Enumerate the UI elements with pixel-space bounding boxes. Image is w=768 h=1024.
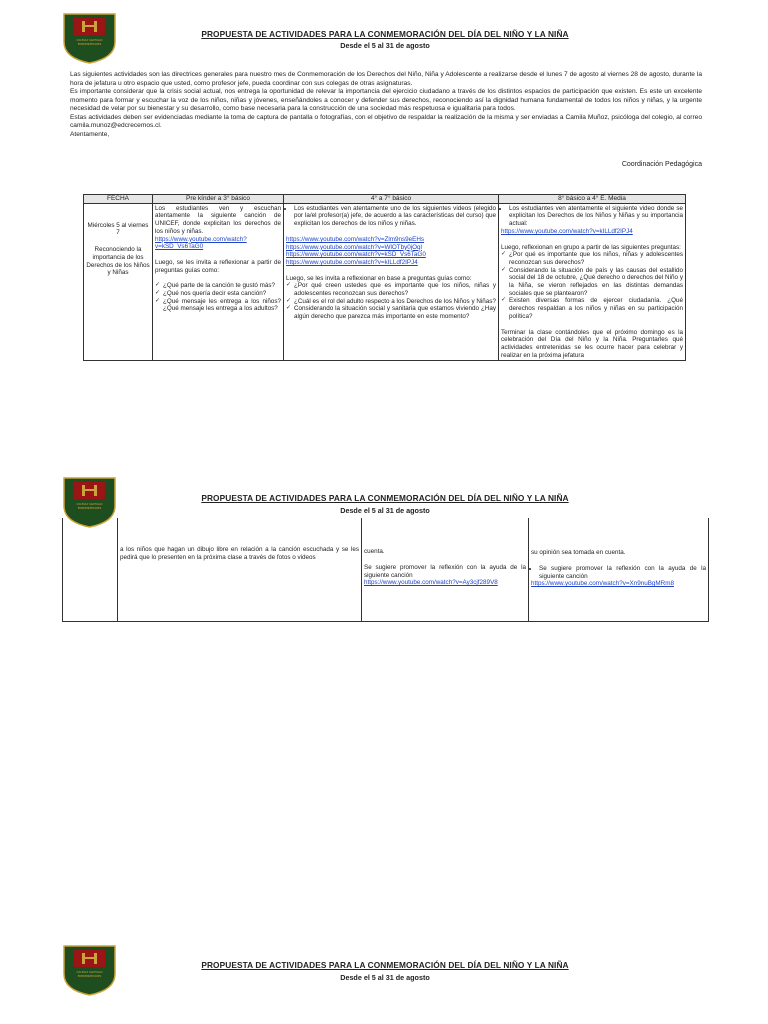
list-item: ✓ ¿Qué nos quería decir esta canción?: [163, 290, 281, 298]
document-subtitle: Desde el 5 al 31 de agosto: [340, 41, 430, 50]
activity-text: cuenta.: [364, 548, 385, 555]
list-item: ✓ ¿Por qué creen ustedes que es importante que los niños, niñas y adolescentes reconozcan sus derechos?: [294, 282, 496, 297]
activity-text: • Se sugiere promover la reflexión con la ayuda de la siguiente canción: [539, 565, 706, 581]
closing: Atentamente,: [70, 130, 110, 138]
table-header-row: [84, 195, 686, 204]
table-row: [84, 203, 686, 361]
list-item: ✓ Existen diversas formas de ejercer ciudadanía. ¿Qué derechos respaldan a los niños y niñas en su participación política?: [509, 297, 683, 320]
list-item: ✓ ¿Cuál es el rol del adulto respecto a los Derechos de los Niños y Niñas?: [294, 298, 496, 306]
svg-text:COLEGIO SANTIAGO: COLEGIO SANTIAGO: [76, 39, 103, 42]
question-list: [155, 282, 281, 313]
activity-text: Terminar la clase contándoles que el próximo domingo es la celebración del Día del Niño y la Niña. Preguntarles qué actividades entretenidas se les ocurre hacer para celebrar y realizar en la próxima jefatura: [501, 328, 683, 359]
video-link[interactable]: https://www.youtube.com/watch?v=WlOTby0jOql: [286, 243, 422, 251]
list-item: ✓ Considerando la situación social y sanitaria que estamos viviendo ¿Hay algún derecho que parezca más importante en este momento?: [294, 305, 496, 320]
list-item: ✓ ¿Por qué es importante que los niños, niñas y adolescentes reconozcan sus derechos?: [509, 251, 683, 266]
activity-text: a los niños que hagan un dibujo libre en relación a la canción escuchada y se les pedirá que lo presenten en la próxima clase a través de fotos o videos: [120, 546, 359, 561]
fecha-cell: [63, 518, 118, 622]
cuarto-septimo-cell: [362, 518, 529, 622]
svg-text:COLEGIO SANTIAGO: COLEGIO SANTIAGO: [76, 503, 103, 506]
activity-text: • Los estudiantes ven atentamente uno de los siguientes videos (elegido por la/el profesor(a) jefe, de acuerdo a las características del curso) que explicitan los derechos de los niños y niñas.: [294, 205, 496, 228]
intro-paragraph: Es importante considerar que la crisis social actual, nos entrega la oportunidad de relevar la importancia del ejercicio ciudadano a través de los distintos espacios de participación que existen. Es este un excelente momento para formar y escuchar la voz de los niños, niñas y jóvenes, enseñándoles a conocer y defender sus derechos, reconociendo así la dignidad humana fundamental de todos los niños y niñas, y la urgente necesidad de velar por su bienestar y su desarrollo, como base necesaria para la construcción de una sociedad más respetuosa e igualitaria para todos.: [70, 88, 702, 112]
prekinder-cell: [118, 518, 362, 622]
video-link[interactable]: https://www.youtube.com/watch?v=kILLdf2IPJ4: [286, 258, 418, 266]
document-title: PROPUESTA DE ACTIVIDADES PARA LA CONMEMORACIÓN DEL DÍA DEL NIÑO Y LA NIÑA: [201, 29, 569, 39]
list-item: ✓ Considerando la situación de país y las causas del estallido social del 18 de octubre, ¿Qué derecho o derechos del Niño y la Niña, se vieron reflejados en las distintas demandas sociales que se plantearon?: [509, 267, 683, 298]
question-list: [501, 251, 683, 320]
list-item: ✓ ¿Qué parte de la canción te gustó más?: [163, 282, 281, 290]
activity-text: Se sugiere promover la reflexión con la ayuda de la siguiente canción: [364, 563, 526, 579]
document-subtitle: Desde el 5 al 31 de agosto: [340, 973, 430, 982]
intro-paragraph: Estas actividades deben ser evidenciadas mediante la toma de captura de pantalla o fotografías, con el objetivo de respaldar la realización de la misma y ser enviadas a Camila Muñoz, psicóloga del colegio, al correo camila.munoz@edcrecemos.cl.: [70, 113, 702, 129]
activities-table: [83, 194, 686, 361]
video-link[interactable]: https://www.youtube.com/watch?v=Zlm9ns9eEHs: [286, 235, 425, 243]
activity-text: su opinión sea tomada en cuenta.: [531, 549, 626, 556]
video-link[interactable]: https://www.youtube.com/watch?v=Xn9nuBgMRm8: [531, 580, 674, 588]
question-list: [286, 282, 496, 321]
activity-text: Luego, reflexionan en grupo a partir de las siguientes preguntas:: [501, 243, 681, 251]
activity-text: • Los estudiantes ven atentamente el siguiente video donde se explicitan los Derechos de los Niños y Niñas y su importancia actual:: [509, 205, 683, 228]
fecha-date: Miércoles 5 al viernes 7: [87, 221, 149, 237]
intro-paragraph: Las siguientes actividades son las directrices generales para nuestro mes de Conmemoración de los Derechos del Niño, Niña y Adolescente a realizarse desde el lunes 7 de agosto al viernes 28 de agosto, durante la hora de jefatura u otro espacio que usted, como profesor jefe, pueda coordinar con sus colegas de otras asignaturas.: [70, 71, 702, 87]
cuarto-septimo-cell: [284, 203, 499, 361]
bullet-list: [501, 205, 683, 228]
svg-text:EMPRENDEDORES: EMPRENDEDORES: [77, 975, 102, 978]
activity-text: Los estudiantes ven y escuchan atentamente la siguiente canción de UNICEF, donde explicitan los derechos de los niños y niñas.: [155, 204, 281, 235]
fecha-cell: [84, 203, 153, 361]
video-link[interactable]: https://www.youtube.com/watch?v=kILLdf2IPJ4: [501, 227, 633, 235]
school-crest-logo: [62, 944, 117, 996]
fecha-topic: Reconociendo la importancia de los Derechos de los Niños y Niñas: [86, 246, 150, 277]
header-fecha: FECHA: [84, 195, 153, 204]
svg-text:EMPRENDEDORES: EMPRENDEDORES: [77, 43, 102, 46]
document-subtitle: Desde el 5 al 31 de agosto: [340, 506, 430, 515]
signature-coordinacion: Coordinación Pedagógica: [621, 161, 702, 168]
bullet-list: [531, 565, 706, 581]
intro-text: [70, 71, 702, 139]
svg-text:COLEGIO SANTIAGO: COLEGIO SANTIAGO: [76, 971, 103, 974]
school-crest-logo: [62, 12, 117, 64]
document-title: PROPUESTA DE ACTIVIDADES PARA LA CONMEMORACIÓN DEL DÍA DEL NIÑO Y LA NIÑA: [201, 960, 569, 970]
table-row: [63, 518, 709, 622]
video-link[interactable]: https://www.youtube.com/watch?v=kSD_Vs6TaG0: [155, 235, 247, 251]
header-cuarto-septimo: 4° a 7° básico: [284, 195, 499, 204]
svg-text:EMPRENDEDORES: EMPRENDEDORES: [77, 507, 102, 510]
header-octavo-media: 8° básico a 4° E. Media: [499, 195, 686, 204]
document-title: PROPUESTA DE ACTIVIDADES PARA LA CONMEMORACIÓN DEL DÍA DEL NIÑO Y LA NIÑA: [201, 493, 569, 503]
octavo-media-cell: [499, 203, 686, 361]
bullet-list: [286, 205, 496, 228]
video-link[interactable]: https://www.youtube.com/watch?v=Ay3cjf289V8: [364, 579, 498, 587]
header-prekinder: Pre kínder a 3° básico: [153, 195, 284, 204]
activity-text: Luego, se les invita a reflexionar en base a preguntas guías como:: [286, 274, 472, 282]
prekinder-cell: [153, 203, 284, 361]
activity-text: Luego, se les invita a reflexionar a partir de preguntas guías como:: [155, 258, 281, 274]
video-link[interactable]: https://www.youtube.com/watch?v=kSD_Vs6TaG0: [286, 251, 426, 259]
activities-table-continued: [62, 518, 709, 622]
octavo-media-cell: [529, 518, 709, 622]
list-item: ✓ ¿Qué mensaje les entrega a los niños? ¿Qué mensaje les entrega a los adultos?: [163, 298, 281, 313]
